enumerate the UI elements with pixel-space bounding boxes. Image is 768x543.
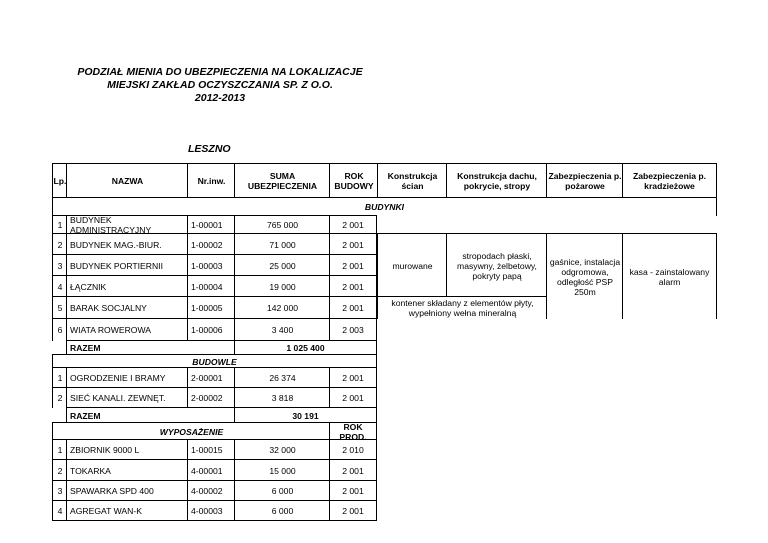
row-nazwa: BUDYNEK ADMINISTRACYJNY [66, 215, 188, 234]
row-rok: 2 001 [329, 500, 377, 521]
row-nazwa: OGRODZENIE I BRAMY [66, 367, 188, 388]
row-suma: 765 000 [234, 215, 330, 234]
row-suma: 6 000 [234, 480, 330, 501]
row-lp: 6 [52, 318, 67, 341]
merged-zab-poz: gaśnice, instalacja odgromowa, odległość PSP 250m [546, 233, 623, 319]
row-lp: 4 [52, 500, 67, 521]
row-rok: 2 001 [329, 233, 377, 255]
section-wyposazenie: WYPOSAŻENIE [52, 422, 330, 440]
section-budowle: BUDOWLE [52, 354, 377, 368]
razem-suma: 30 191 [234, 407, 377, 423]
col-header-zab-kra: Zabezpieczenia p. kradzieżowe [622, 163, 717, 198]
col-header-nrinw: Nr.inw. [187, 163, 235, 198]
row-suma: 3 818 [234, 387, 330, 408]
row-nrinw: 1-00005 [187, 296, 235, 319]
doc-title-line1: PODZIAŁ MIENIA DO UBEZPIECZENIA NA LOKALIZACJE [77, 66, 363, 78]
merged-dach: stropodach płaski, masywny, żelbetowy, pokryty papą [446, 233, 547, 297]
row-nazwa: ŁĄCZNIK [66, 275, 188, 297]
row-lp: 5 [52, 296, 67, 319]
row-nrinw: 4-00002 [187, 480, 235, 501]
doc-title-line3: 2012-2013 [194, 92, 246, 104]
row-suma: 3 400 [234, 318, 330, 341]
row-nrinw: 1-00004 [187, 275, 235, 297]
col-header-nazwa: NAZWA [66, 163, 188, 198]
col-header-lp: Lp. [52, 163, 67, 198]
row-nazwa: BUDYNEK PORTIERNII [66, 254, 188, 276]
insurance-table [52, 163, 717, 516]
row-rok: 2 001 [329, 387, 377, 408]
row-rok: 2 001 [329, 459, 377, 481]
razem-label: RAZEM [66, 407, 235, 423]
row-lp: 3 [52, 480, 67, 501]
row-suma: 32 000 [234, 439, 330, 460]
row-lp: 2 [52, 459, 67, 481]
row-lp: 4 [52, 275, 67, 297]
row-nazwa: ZBIORNIK 9000 L [66, 439, 188, 460]
row-suma: 142 000 [234, 296, 330, 319]
col-header-zab-poz: Zabezpieczenia p. pożarowe [546, 163, 623, 198]
row-suma: 6 000 [234, 500, 330, 521]
row-suma: 15 000 [234, 459, 330, 481]
col-header-suma: SUMA UBEZPIECZENIA [234, 163, 330, 198]
col-header-rok-prod: ROK PROD. [329, 422, 377, 440]
row-lp: 3 [52, 254, 67, 276]
row-lp: 1 [52, 215, 67, 234]
merged-kontener: kontener składany z elementów płyty, wypełniony wełna mineralną [377, 296, 547, 319]
merged-sciany: murowane [377, 233, 447, 297]
row-lp: 1 [52, 367, 67, 388]
col-header-dach: Konstrukcja dachu, pokrycie, stropy [446, 163, 547, 198]
row-nrinw: 1-00003 [187, 254, 235, 276]
row-suma: 71 000 [234, 233, 330, 255]
razem-suma: 1 025 400 [234, 340, 377, 355]
col-header-rok: ROK BUDOWY [329, 163, 378, 198]
row-nrinw: 2-00002 [187, 387, 235, 408]
row-nrinw: 4-00003 [187, 500, 235, 521]
row-rok: 2 010 [329, 439, 377, 460]
row-rok: 2 003 [329, 318, 377, 341]
row-nrinw: 1-00006 [187, 318, 235, 341]
col-header-sciany: Konstrukcja ścian [377, 163, 447, 198]
row-rok: 2 001 [329, 215, 377, 234]
row-nrinw: 1-00015 [187, 439, 235, 460]
row-nazwa: SPAWARKA SPD 400 [66, 480, 188, 501]
section-budynki: BUDYNKI [52, 197, 717, 216]
row-rok: 2 001 [329, 480, 377, 501]
row-lp: 2 [52, 387, 67, 408]
row-nrinw: 4-00001 [187, 459, 235, 481]
doc-title-line2: MIEJSKI ZAKŁAD OCZYSZCZANIA SP. Z O.O. [107, 79, 333, 91]
row-suma: 25 000 [234, 254, 330, 276]
row-suma: 26 374 [234, 367, 330, 388]
row-lp: 2 [52, 233, 67, 255]
row-rok: 2 001 [329, 367, 377, 388]
razem-label: RAZEM [66, 340, 235, 355]
row-suma: 19 000 [234, 275, 330, 297]
row-rok: 2 001 [329, 296, 377, 319]
row-nrinw: 2-00001 [187, 367, 235, 388]
row-nazwa: WIATA ROWEROWA [66, 318, 188, 341]
row-lp: 1 [52, 439, 67, 460]
merged-zab-kra: kasa - zainstalowany alarm [622, 233, 717, 319]
location-label: LESZNO [188, 143, 231, 155]
row-nazwa: TOKARKA [66, 459, 188, 481]
row-nazwa: BUDYNEK MAG.-BIUR. [66, 233, 188, 255]
row-rok: 2 001 [329, 275, 377, 297]
row-nazwa: SIEĆ KANALI. ZEWNĘT. [66, 387, 188, 408]
row-nrinw: 1-00001 [187, 215, 235, 234]
row-rok: 2 001 [329, 254, 377, 276]
row-nazwa: AGREGAT WAN-K [66, 500, 188, 521]
row-nazwa: BARAK SOCJALNY [66, 296, 188, 319]
row-nrinw: 1-00002 [187, 233, 235, 255]
